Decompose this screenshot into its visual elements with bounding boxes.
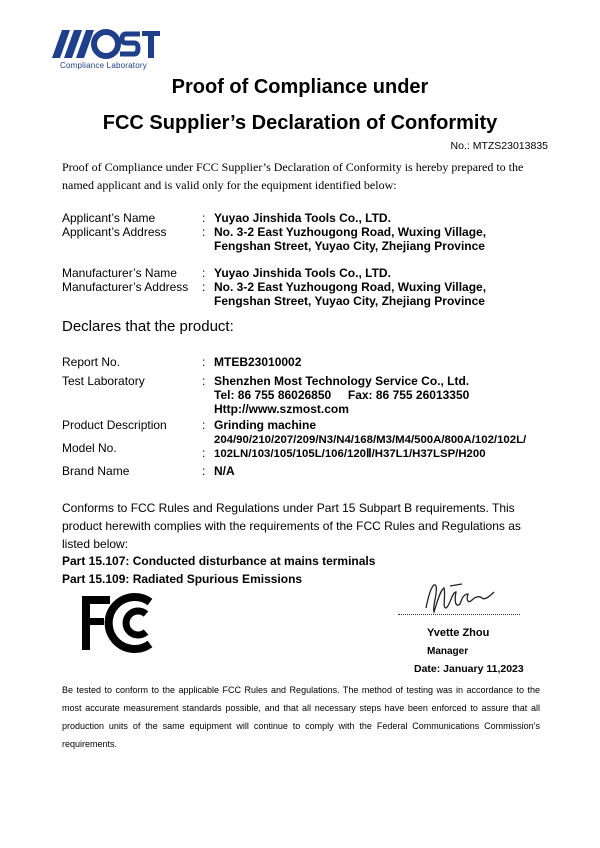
signer-title: Manager bbox=[427, 646, 469, 657]
description-label: Product Description bbox=[62, 418, 167, 432]
manufacturer-name-label: Manufacturer’s Name bbox=[62, 266, 177, 280]
logo-subtitle: Compliance Laboratory bbox=[60, 61, 147, 70]
conforms-paragraph: Conforms to FCC Rules and Regulations under Part 15 Subpart B requirements. This product herewith complies with the requirements of the FCC Rules and Regulations as listed below: bbox=[62, 501, 521, 551]
colon: : bbox=[202, 280, 206, 294]
brand-label: Brand Name bbox=[62, 464, 130, 478]
manufacturer-address-label: Manufacturer’s Address bbox=[62, 280, 189, 294]
applicant-name-value: Yuyao Jinshida Tools Co., LTD. bbox=[214, 211, 391, 225]
report-value: MTEB23010002 bbox=[214, 355, 302, 369]
colon: : bbox=[202, 464, 206, 478]
colon: : bbox=[202, 418, 206, 432]
lab-value: Shenzhen Most Technology Service Co., Ltd. Tel: 86 755 86026850 Fax: 86 755 26013350 Http://www.szmost.com bbox=[214, 374, 470, 416]
signer-name: Yvette Zhou bbox=[427, 627, 490, 639]
applicant-address-value: No. 3-2 East Yuzhougong Road, Wuxing Village, Fengshan Street, Yuyao City, Zhejiang Province bbox=[214, 225, 487, 253]
part-15-107: Part 15.107: Conducted disturbance at mains terminals bbox=[62, 554, 376, 568]
lab-label: Test Laboratory bbox=[62, 374, 145, 388]
signature bbox=[422, 578, 502, 618]
manufacturer-name-value: Yuyao Jinshida Tools Co., LTD. bbox=[214, 266, 391, 280]
applicant-name-label: Applicant’s Name bbox=[62, 211, 156, 225]
model-label: Model No. bbox=[62, 441, 117, 455]
brand-value: N/A bbox=[214, 464, 235, 478]
title-line-1: Proof of Compliance under bbox=[171, 76, 429, 98]
manufacturer-address-value: No. 3-2 East Yuzhougong Road, Wuxing Village, Fengshan Street, Yuyao City, Zhejiang Province bbox=[214, 280, 487, 308]
colon: : bbox=[202, 266, 206, 280]
intro-paragraph: Proof of Compliance under FCC Supplier’s Declaration of Conformity is hereby prepared to the named applicant and is valid only for the equipment identified below: bbox=[62, 160, 524, 192]
description-value: Grinding machine bbox=[214, 418, 317, 432]
fcc-logo bbox=[80, 592, 164, 654]
declares-heading: Declares that the product: bbox=[62, 318, 234, 335]
certificate-number: No.: MTZS23013835 bbox=[450, 140, 548, 152]
footer-paragraph: Be tested to conform to the applicable FCC Rules and Regulations. The method of testing was in accordance to the most accurate measurement standards possible, and that all necessary steps have been enforced to assure that all production units of the same equipment will continue to comply with the Federal Communications Commission’s requirements. bbox=[62, 685, 540, 749]
model-value: 204/90/210/207/209/N3/N4/168/M3/M4/500A/800A/102/102L/ 102LN/103/105/105L/106/120Ⅱ/H37L1/H37LSP/H200 bbox=[214, 434, 527, 460]
colon: : bbox=[202, 446, 206, 460]
sign-date: Date: January 11,2023 bbox=[414, 663, 524, 675]
colon: : bbox=[202, 374, 206, 388]
signature-line bbox=[398, 614, 520, 615]
applicant-address-label: Applicant’s Address bbox=[62, 225, 167, 239]
report-label: Report No. bbox=[62, 355, 121, 369]
colon: : bbox=[202, 355, 206, 369]
colon: : bbox=[202, 225, 206, 239]
part-15-109: Part 15.109: Radiated Spurious Emissions bbox=[62, 572, 303, 586]
colon: : bbox=[202, 211, 206, 225]
title-line-2: FCC Supplier’s Declaration of Conformity bbox=[102, 112, 498, 134]
